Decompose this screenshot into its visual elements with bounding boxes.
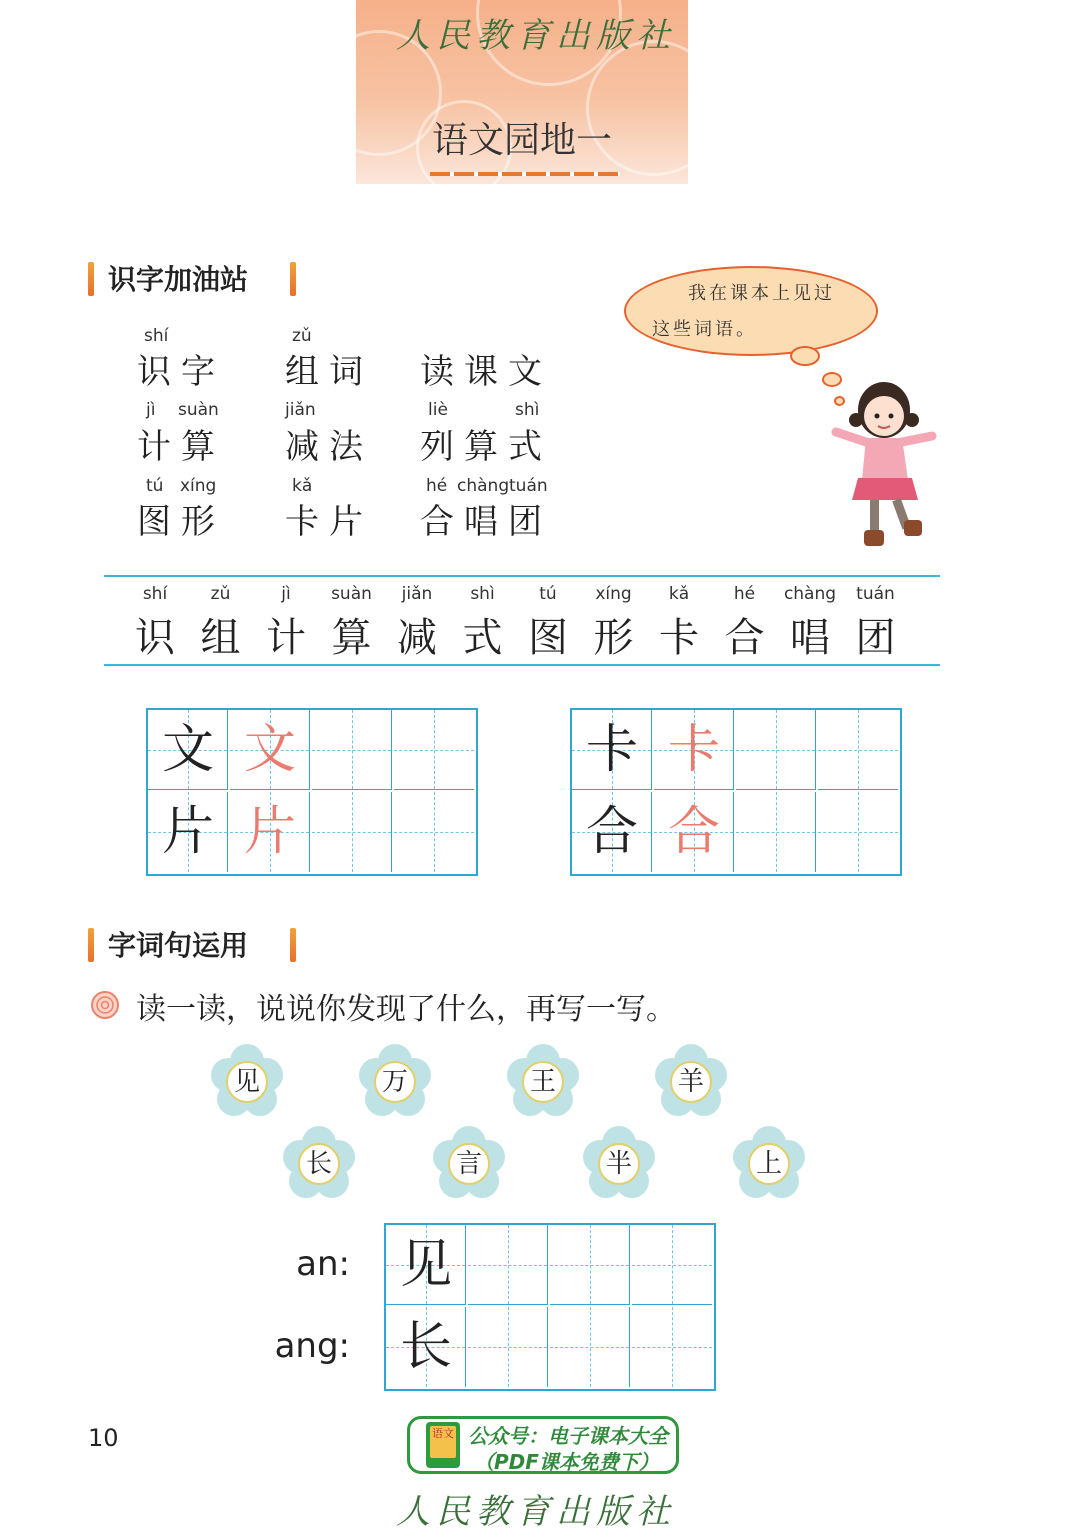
model-char: 卡 [585, 720, 638, 780]
page-number: 10 [88, 1424, 119, 1452]
rhyme-label: an: [296, 1244, 350, 1284]
section-bar-right [290, 262, 296, 296]
rule-line-top [104, 575, 940, 577]
strip-pinyin: xíng [595, 584, 632, 604]
strip-pinyin: tuán [856, 584, 895, 604]
flower-char: 长 [298, 1143, 340, 1185]
strip-char: 卡 [659, 615, 699, 661]
strip-char: 减 [397, 615, 437, 661]
pinyin: hé [426, 476, 448, 496]
pinyin: shì [515, 400, 540, 420]
flower-char: 半 [598, 1143, 640, 1185]
pinyin: jì [146, 400, 156, 420]
strip-char: 算 [331, 615, 372, 661]
character-strip [124, 584, 924, 660]
grid-cell[interactable] [632, 1307, 712, 1387]
grid-cell[interactable] [736, 710, 816, 790]
pinyin: jiǎn [285, 400, 316, 420]
rule-line-bottom [104, 664, 940, 666]
strip-char: 式 [462, 615, 503, 661]
writing-grid-rhyme [384, 1223, 716, 1391]
trace-char: 文 [243, 720, 296, 780]
trace-char: 片 [243, 802, 296, 862]
book-icon [426, 1422, 460, 1468]
pinyin: tuán [509, 476, 548, 496]
bubble-dot [790, 346, 820, 366]
pinyin: kǎ [292, 476, 313, 496]
pinyin: chàng [457, 476, 510, 496]
grid-cell[interactable] [312, 792, 392, 872]
bubble-text: 我在课本上见过这些词语。 [652, 283, 835, 340]
grid-cell[interactable] [550, 1307, 630, 1387]
flower-char: 王 [522, 1061, 564, 1103]
grid-cell[interactable] [818, 710, 898, 790]
flower-card [283, 1128, 355, 1200]
grid-cell[interactable] [312, 710, 392, 790]
girl-illustration [826, 370, 946, 560]
flower-char: 万 [374, 1061, 416, 1103]
grid-cell[interactable] [468, 1225, 548, 1305]
word: 卡片 [285, 502, 373, 542]
strip-char: 唱 [790, 615, 830, 661]
model-char: 见 [399, 1235, 452, 1295]
instruction-text: 读一读，说说你发现了什么，再写一写。 [136, 992, 676, 1027]
strip-char: 计 [266, 615, 306, 661]
pinyin: zǔ [292, 326, 312, 346]
word: 减法 [285, 427, 373, 467]
grid-cell[interactable] [736, 792, 816, 872]
grid-cell[interactable] [394, 792, 474, 872]
writing-grid-right [570, 708, 902, 876]
strip-char: 形 [593, 615, 634, 661]
flower-char: 见 [226, 1061, 268, 1103]
model-char: 片 [161, 802, 214, 862]
strip-char: 团 [855, 615, 896, 661]
model-char: 长 [399, 1317, 452, 1377]
strip-pinyin: shí [142, 584, 168, 604]
word: 列算式 [420, 427, 552, 467]
badge-line-1: 公众号：电子课本大全 [468, 1424, 668, 1448]
strip-pinyin: kǎ [668, 584, 690, 604]
flower-card [433, 1128, 505, 1200]
strip-pinyin: tú [539, 584, 557, 604]
publisher-logo-footer: 人民教育出版社 [396, 1492, 676, 1532]
word: 合唱团 [420, 502, 552, 542]
strip-pinyin: jì [281, 584, 291, 604]
pinyin: xíng [180, 476, 217, 496]
word: 图形 [137, 502, 225, 542]
trace-char: 合 [667, 802, 720, 862]
section-title-2: 字词句运用 [108, 929, 249, 962]
trace-char: 卡 [667, 720, 720, 780]
pinyin: tú [146, 476, 164, 496]
strip-char: 组 [200, 615, 241, 661]
book-icon-label: 语文 [430, 1426, 456, 1458]
flower-card [655, 1046, 727, 1118]
page-title: 语文园地一 [431, 120, 612, 161]
strip-char: 合 [724, 615, 765, 661]
strip-pinyin: shì [470, 584, 495, 604]
grid-cell[interactable] [818, 792, 898, 872]
section-title-1: 识字加油站 [108, 263, 249, 296]
section-bar-left [88, 262, 94, 296]
strip-pinyin: chàng [783, 584, 837, 604]
title-underline [430, 172, 620, 176]
grid-cell[interactable] [632, 1225, 712, 1305]
writing-grid-left [146, 708, 478, 876]
word: 识字 [137, 352, 225, 392]
model-char: 文 [161, 720, 214, 780]
strip-pinyin: suàn [331, 584, 372, 604]
section-bar-left [88, 928, 94, 962]
word: 计算 [137, 427, 225, 467]
flower-card [211, 1046, 283, 1118]
rhyme-label: ang: [274, 1326, 350, 1366]
pinyin: liè [428, 400, 448, 420]
flower-char: 言 [448, 1143, 490, 1185]
flower-card [583, 1128, 655, 1200]
pinyin: shí [144, 326, 169, 346]
strip-pinyin: hé [733, 584, 756, 604]
pinyin: suàn [178, 400, 219, 420]
flower-card [733, 1128, 805, 1200]
word: 读课文 [420, 352, 552, 392]
flower-char: 上 [748, 1143, 790, 1185]
model-char: 合 [585, 802, 638, 862]
flower-char: 羊 [670, 1061, 712, 1103]
section-bar-right [290, 928, 296, 962]
grid-cell[interactable] [468, 1307, 548, 1387]
grid-cell[interactable] [550, 1225, 630, 1305]
flower-card [507, 1046, 579, 1118]
grid-cell[interactable] [394, 710, 474, 790]
word: 组词 [285, 352, 373, 392]
strip-pinyin: zǔ [210, 584, 231, 604]
strip-char: 图 [528, 615, 568, 661]
badge-line-2: （PDF课本免费下） [474, 1450, 659, 1474]
publisher-logo: 人民教育出版社 [396, 16, 676, 56]
strip-pinyin: jiǎn [401, 584, 433, 604]
flower-card [359, 1046, 431, 1118]
exercise-icon [90, 990, 120, 1020]
strip-char: 识 [135, 615, 175, 661]
